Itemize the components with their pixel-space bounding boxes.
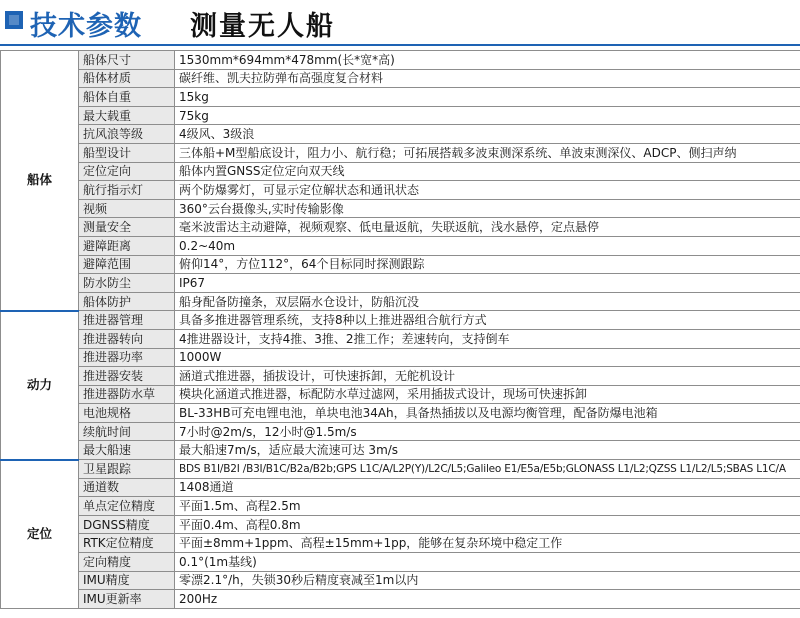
param-name: 航行指示灯	[79, 181, 175, 200]
param-name: 船型设计	[79, 143, 175, 162]
param-name: 定向精度	[79, 553, 175, 572]
spec-row	[1, 274, 800, 293]
param-name: 船体尺寸	[79, 51, 175, 70]
param-name: IMU精度	[79, 571, 175, 590]
param-value: 碳纤维、凯夫拉防弹布高强度复合材料	[175, 69, 800, 88]
param-name: 定位定向	[79, 162, 175, 181]
brand-square-icon	[4, 10, 24, 30]
param-value: 零漂2.1°/h，失锁30秒后精度衰减至1m以内	[175, 571, 800, 590]
product-title: 测量无人船	[190, 11, 335, 42]
param-value: 360°云台摄像头,实时传输影像	[175, 199, 800, 218]
param-name: RTK定位精度	[79, 534, 175, 553]
spec-row	[1, 590, 800, 609]
spec-row	[1, 534, 800, 553]
group-label: 定位	[1, 460, 79, 609]
param-value: 0.1°(1m基线)	[175, 553, 800, 572]
param-value: 15kg	[175, 88, 800, 107]
page-header	[0, 0, 800, 52]
spec-row	[1, 422, 800, 441]
param-value: 1408通道	[175, 478, 800, 497]
param-name: 推进器转向	[79, 329, 175, 348]
param-value: 三体船+M型船底设计，阻力小、航行稳；可拓展搭载多波束测深系统、单波束测深仪、ADCP、侧扫声纳	[175, 143, 800, 162]
spec-row	[1, 311, 800, 330]
param-value: 平面±8mm+1ppm、高程±15mm+1pp，能够在复杂环境中稳定工作	[175, 534, 800, 553]
spec-row	[1, 553, 800, 572]
param-value: 两个防爆雾灯，可显示定位解状态和通讯状态	[175, 181, 800, 200]
param-name: 视频	[79, 199, 175, 218]
spec-row	[1, 88, 800, 107]
spec-row	[1, 497, 800, 516]
param-name: 推进器防水草	[79, 385, 175, 404]
param-name: 单点定位精度	[79, 497, 175, 516]
spec-row	[1, 199, 800, 218]
param-name: IMU更新率	[79, 590, 175, 609]
param-name: 推进器管理	[79, 311, 175, 330]
spec-table	[0, 50, 800, 609]
spec-row	[1, 255, 800, 274]
spec-row	[1, 348, 800, 367]
param-name: 船体材质	[79, 69, 175, 88]
param-value: BDS B1I/B2I /B3I/B1C/B2a/B2b;GPS L1C/A/L2P(Y)/L2C/L5;Galileo E1/E5a/E5b;GLONASS L1/L2;QZSS L1/L2/L5;SBAS L1C/A	[175, 460, 800, 479]
param-name: 抗风浪等级	[79, 125, 175, 144]
spec-row	[1, 404, 800, 423]
param-name: 最大船速	[79, 441, 175, 460]
param-value: 涵道式推进器，插拔设计，可快速拆卸，无舵机设计	[175, 367, 800, 386]
param-value: 船身配备防撞条，双层隔水仓设计，防船沉没	[175, 292, 800, 311]
param-name: 防水防尘	[79, 274, 175, 293]
param-name: 避障距离	[79, 236, 175, 255]
spec-row	[1, 385, 800, 404]
param-value: 7小时@2m/s，12小时@1.5m/s	[175, 422, 800, 441]
spec-row	[1, 218, 800, 237]
param-name: 最大载重	[79, 106, 175, 125]
spec-row	[1, 367, 800, 386]
param-name: 船体自重	[79, 88, 175, 107]
spec-row	[1, 125, 800, 144]
param-name: 船体防护	[79, 292, 175, 311]
spec-row	[1, 69, 800, 88]
section-title: 技术参数	[30, 11, 142, 42]
param-value: 0.2~40m	[175, 236, 800, 255]
header-divider	[0, 44, 800, 46]
spec-row	[1, 571, 800, 590]
spec-row	[1, 441, 800, 460]
param-value: 平面0.4m、高程0.8m	[175, 515, 800, 534]
param-name: 续航时间	[79, 422, 175, 441]
param-value: 1530mm*694mm*478mm(长*宽*高)	[175, 51, 800, 70]
param-name: DGNSS精度	[79, 515, 175, 534]
param-value: 船体内置GNSS定位定向双天线	[175, 162, 800, 181]
spec-row	[1, 51, 800, 70]
param-value: 最大船速7m/s，适应最大流速可达 3m/s	[175, 441, 800, 460]
param-value: 75kg	[175, 106, 800, 125]
param-name: 避障范围	[79, 255, 175, 274]
spec-row	[1, 181, 800, 200]
spec-row	[1, 292, 800, 311]
spec-table-body	[1, 51, 800, 609]
param-value: 具备多推进器管理系统，支持8种以上推进器组合航行方式	[175, 311, 800, 330]
param-name: 推进器安装	[79, 367, 175, 386]
group-label: 动力	[1, 311, 79, 460]
param-value: 200Hz	[175, 590, 800, 609]
spec-row	[1, 236, 800, 255]
spec-row	[1, 460, 800, 479]
group-label: 船体	[1, 51, 79, 311]
spec-row	[1, 162, 800, 181]
param-value: 4级风、3级浪	[175, 125, 800, 144]
spec-row	[1, 106, 800, 125]
param-name: 通道数	[79, 478, 175, 497]
param-value: BL-33HB可充电锂电池，单块电池34Ah，具备热插拔以及电源均衡管理，配备防爆电池箱	[175, 404, 800, 423]
param-name: 推进器功率	[79, 348, 175, 367]
param-value: 1000W	[175, 348, 800, 367]
spec-row	[1, 143, 800, 162]
param-name: 电池规格	[79, 404, 175, 423]
param-value: 模块化涵道式推进器，标配防水草过滤网，采用插拔式设计，现场可快速拆卸	[175, 385, 800, 404]
spec-row	[1, 515, 800, 534]
param-value: 俯仰14°，方位112°，64个目标同时探测跟踪	[175, 255, 800, 274]
param-name: 测量安全	[79, 218, 175, 237]
param-value: 4推进器设计，支持4推、3推、2推工作；差速转向，支持倒车	[175, 329, 800, 348]
spec-row	[1, 329, 800, 348]
param-value: 平面1.5m、高程2.5m	[175, 497, 800, 516]
param-name: 卫星跟踪	[79, 460, 175, 479]
spec-row	[1, 478, 800, 497]
param-value: IP67	[175, 274, 800, 293]
param-value: 毫米波雷达主动避障，视频观察、低电量返航，失联返航，浅水悬停，定点悬停	[175, 218, 800, 237]
